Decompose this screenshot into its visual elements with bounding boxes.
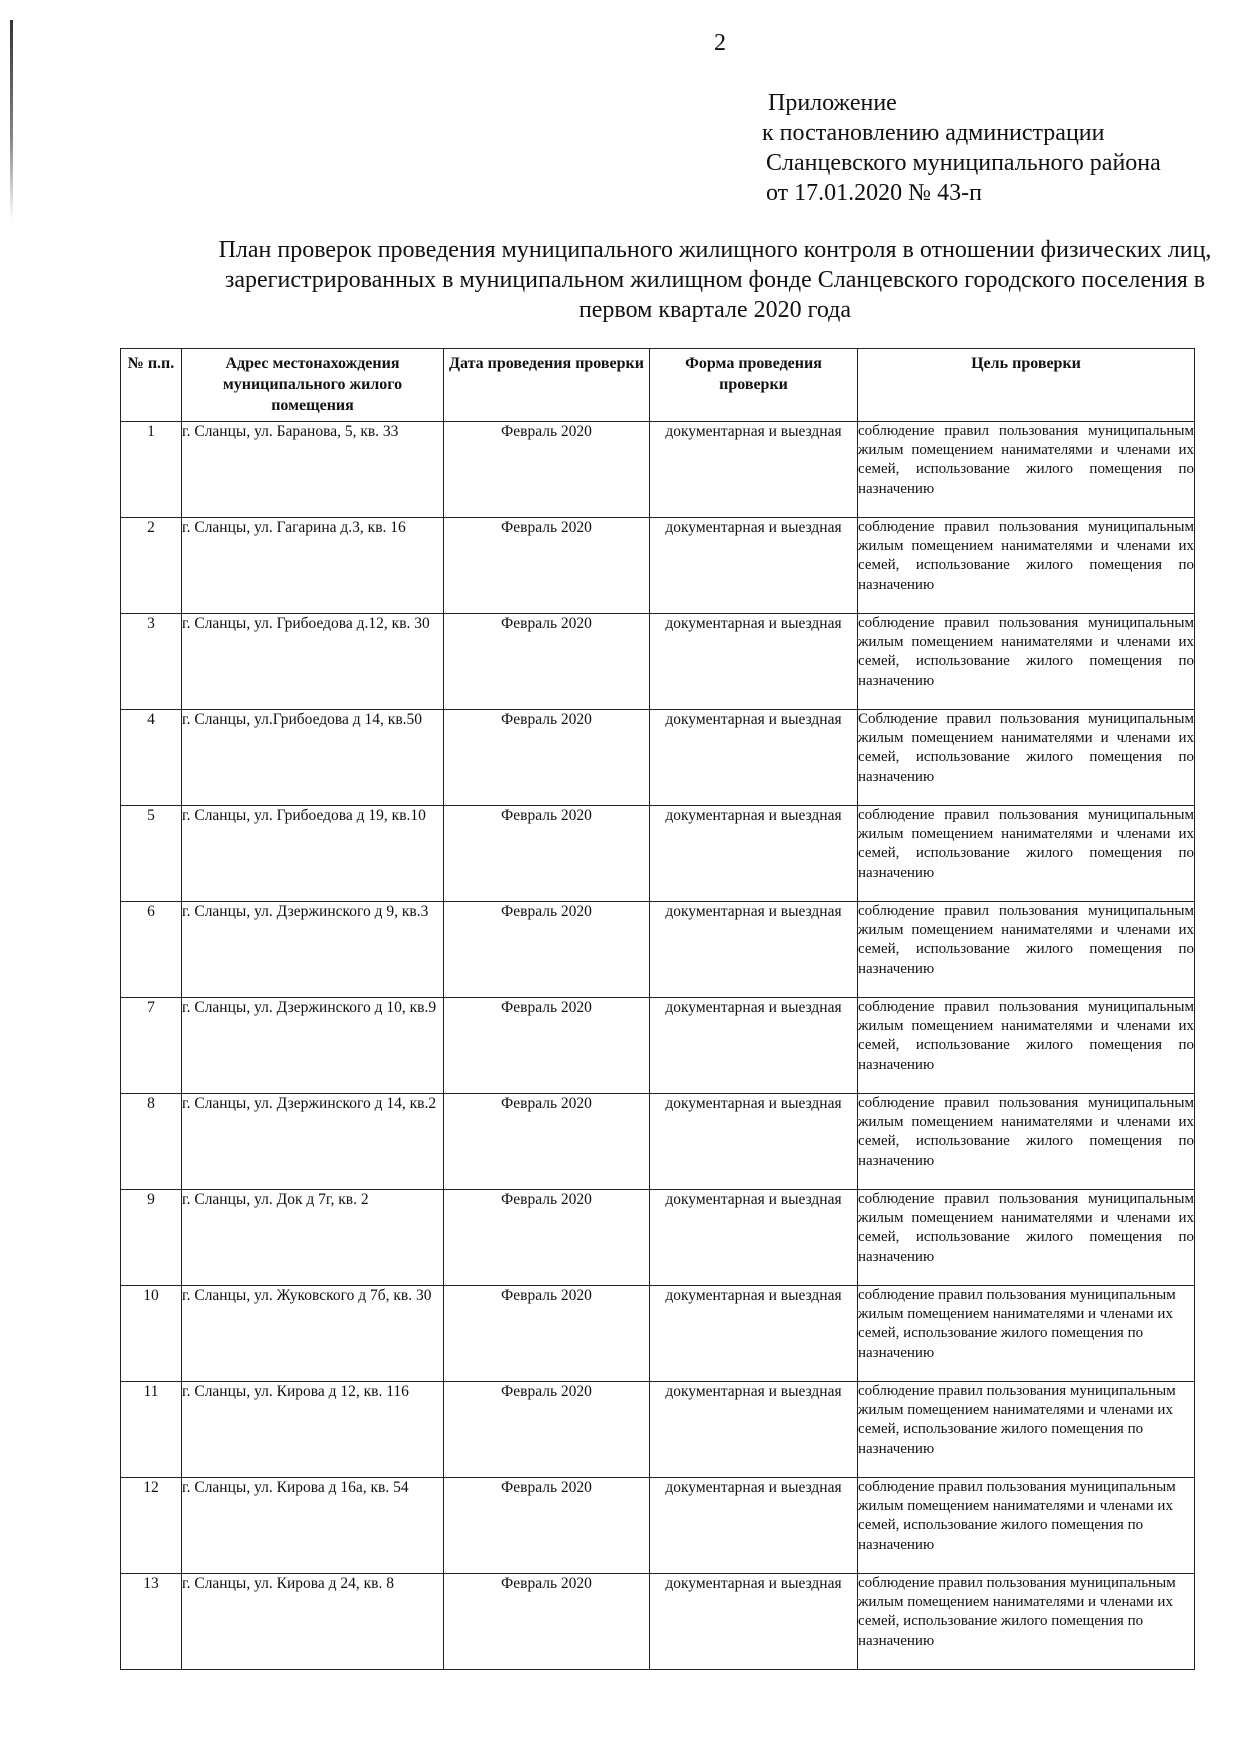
table-row (121, 710, 1195, 806)
row-date: Февраль 2020 (444, 1382, 650, 1478)
document-title: План проверок проведения муниципального жилищного контроля в отношении физических лиц, зарегистрированных в муниципальном жилищном фонде Сланцевского городского поселения в первом квартале 2020 года (218, 237, 1212, 323)
row-address: г. Сланцы, ул. Кирова д 24, кв. 8 (182, 1574, 444, 1670)
row-address: г. Сланцы, ул. Жуковского д 7б, кв. 30 (182, 1286, 444, 1382)
table-header-row (121, 349, 1195, 422)
row-date: Февраль 2020 (444, 614, 650, 710)
row-form: документарная и выездная (650, 422, 858, 518)
header-form: Форма проведения проверки (650, 349, 858, 422)
row-form: документарная и выездная (650, 614, 858, 710)
row-date: Февраль 2020 (444, 1286, 650, 1382)
row-number: 4 (121, 710, 182, 806)
table-row (121, 902, 1195, 998)
row-purpose: соблюдение правил пользования муниципальным жилым помещением нанимателями и членами их семей, использование жилого помещения по назначению (858, 422, 1195, 518)
appendix-block (762, 88, 1161, 208)
table-row (121, 1190, 1195, 1286)
row-address: г. Сланцы, ул. Дзержинского д 9, кв.3 (182, 902, 444, 998)
row-number: 12 (121, 1478, 182, 1574)
row-purpose: соблюдение правил пользования муниципальным жилым помещением нанимателями и членами их семей, использование жилого помещения по назначению (858, 614, 1195, 710)
row-purpose: соблюдение правил пользования муниципальным жилым помещением нанимателями и членами их семей, использование жилого помещения по назначению (858, 1286, 1195, 1382)
row-purpose: соблюдение правил пользования муниципальным жилым помещением нанимателями и членами их семей, использование жилого помещения по назначению (858, 806, 1195, 902)
table-row (121, 518, 1195, 614)
row-address: г. Сланцы, ул. Грибоедова д.12, кв. 30 (182, 614, 444, 710)
table-row (121, 1382, 1195, 1478)
appendix-line-2: к постановлению администрации (762, 120, 1105, 146)
row-address: г. Сланцы, ул. Гагарина д.3, кв. 16 (182, 518, 444, 614)
row-address: г. Сланцы, ул. Док д 7г, кв. 2 (182, 1190, 444, 1286)
row-number: 13 (121, 1574, 182, 1670)
row-form: документарная и выездная (650, 998, 858, 1094)
table-row (121, 806, 1195, 902)
header-purpose: Цель проверки (858, 349, 1195, 422)
row-address: г. Сланцы, ул. Кирова д 16а, кв. 54 (182, 1478, 444, 1574)
table-row (121, 1094, 1195, 1190)
header-date: Дата проведения проверки (444, 349, 650, 422)
table-row (121, 614, 1195, 710)
row-number: 7 (121, 998, 182, 1094)
row-purpose: соблюдение правил пользования муниципальным жилым помещением нанимателями и членами их семей, использование жилого помещения по назначению (858, 1478, 1195, 1574)
row-date: Февраль 2020 (444, 1574, 650, 1670)
row-purpose: соблюдение правил пользования муниципальным жилым помещением нанимателями и членами их семей, использование жилого помещения по назначению (858, 1574, 1195, 1670)
row-date: Февраль 2020 (444, 422, 650, 518)
table-row (121, 422, 1195, 518)
row-date: Февраль 2020 (444, 902, 650, 998)
appendix-line-1: Приложение (768, 90, 897, 116)
row-date: Февраль 2020 (444, 998, 650, 1094)
row-address: г. Сланцы, ул. Дзержинского д 14, кв.2 (182, 1094, 444, 1190)
row-number: 6 (121, 902, 182, 998)
header-number: № п.п. (121, 349, 182, 422)
row-purpose: соблюдение правил пользования муниципальным жилым помещением нанимателями и членами их семей, использование жилого помещения по назначению (858, 902, 1195, 998)
row-address: г. Сланцы, ул.Грибоедова д 14, кв.50 (182, 710, 444, 806)
row-number: 11 (121, 1382, 182, 1478)
inspection-plan-table (120, 348, 1195, 1670)
table-row (121, 1478, 1195, 1574)
header-address: Адрес местонахождения муниципального жилого помещения (182, 349, 444, 422)
row-form: документарная и выездная (650, 1094, 858, 1190)
row-address: г. Сланцы, ул. Кирова д 12, кв. 116 (182, 1382, 444, 1478)
row-number: 8 (121, 1094, 182, 1190)
row-purpose: соблюдение правил пользования муниципальным жилым помещением нанимателями и членами их семей, использование жилого помещения по назначению (858, 998, 1195, 1094)
row-number: 3 (121, 614, 182, 710)
row-purpose: Соблюдение правил пользования муниципальным жилым помещением нанимателями и членами их семей, использование жилого помещения по назначению (858, 710, 1195, 806)
row-form: документарная и выездная (650, 1382, 858, 1478)
row-form: документарная и выездная (650, 518, 858, 614)
row-number: 10 (121, 1286, 182, 1382)
row-date: Февраль 2020 (444, 1190, 650, 1286)
row-purpose: соблюдение правил пользования муниципальным жилым помещением нанимателями и членами их семей, использование жилого помещения по назначению (858, 1190, 1195, 1286)
row-purpose: соблюдение правил пользования муниципальным жилым помещением нанимателями и членами их семей, использование жилого помещения по назначению (858, 518, 1195, 614)
row-date: Февраль 2020 (444, 806, 650, 902)
row-form: документарная и выездная (650, 710, 858, 806)
row-purpose: соблюдение правил пользования муниципальным жилым помещением нанимателями и членами их семей, использование жилого помещения по назначению (858, 1094, 1195, 1190)
row-number: 2 (121, 518, 182, 614)
table-row (121, 1286, 1195, 1382)
row-form: документарная и выездная (650, 1190, 858, 1286)
row-form: документарная и выездная (650, 1574, 858, 1670)
row-date: Февраль 2020 (444, 1094, 650, 1190)
row-form: документарная и выездная (650, 902, 858, 998)
row-form: документарная и выездная (650, 806, 858, 902)
row-address: г. Сланцы, ул. Баранова, 5, кв. 33 (182, 422, 444, 518)
row-address: г. Сланцы, ул. Дзержинского д 10, кв.9 (182, 998, 444, 1094)
row-date: Февраль 2020 (444, 518, 650, 614)
row-number: 1 (121, 422, 182, 518)
row-form: документарная и выездная (650, 1478, 858, 1574)
row-date: Февраль 2020 (444, 710, 650, 806)
row-purpose: соблюдение правил пользования муниципальным жилым помещением нанимателями и членами их семей, использование жилого помещения по назначению (858, 1382, 1195, 1478)
appendix-line-4: от 17.01.2020 № 43-п (766, 180, 982, 206)
row-address: г. Сланцы, ул. Грибоедова д 19, кв.10 (182, 806, 444, 902)
row-date: Февраль 2020 (444, 1478, 650, 1574)
row-form: документарная и выездная (650, 1286, 858, 1382)
row-number: 5 (121, 806, 182, 902)
page-number: 2 (714, 30, 726, 56)
appendix-line-3: Сланцевского муниципального района (766, 150, 1161, 176)
table-row (121, 1574, 1195, 1670)
row-number: 9 (121, 1190, 182, 1286)
table-row (121, 998, 1195, 1094)
